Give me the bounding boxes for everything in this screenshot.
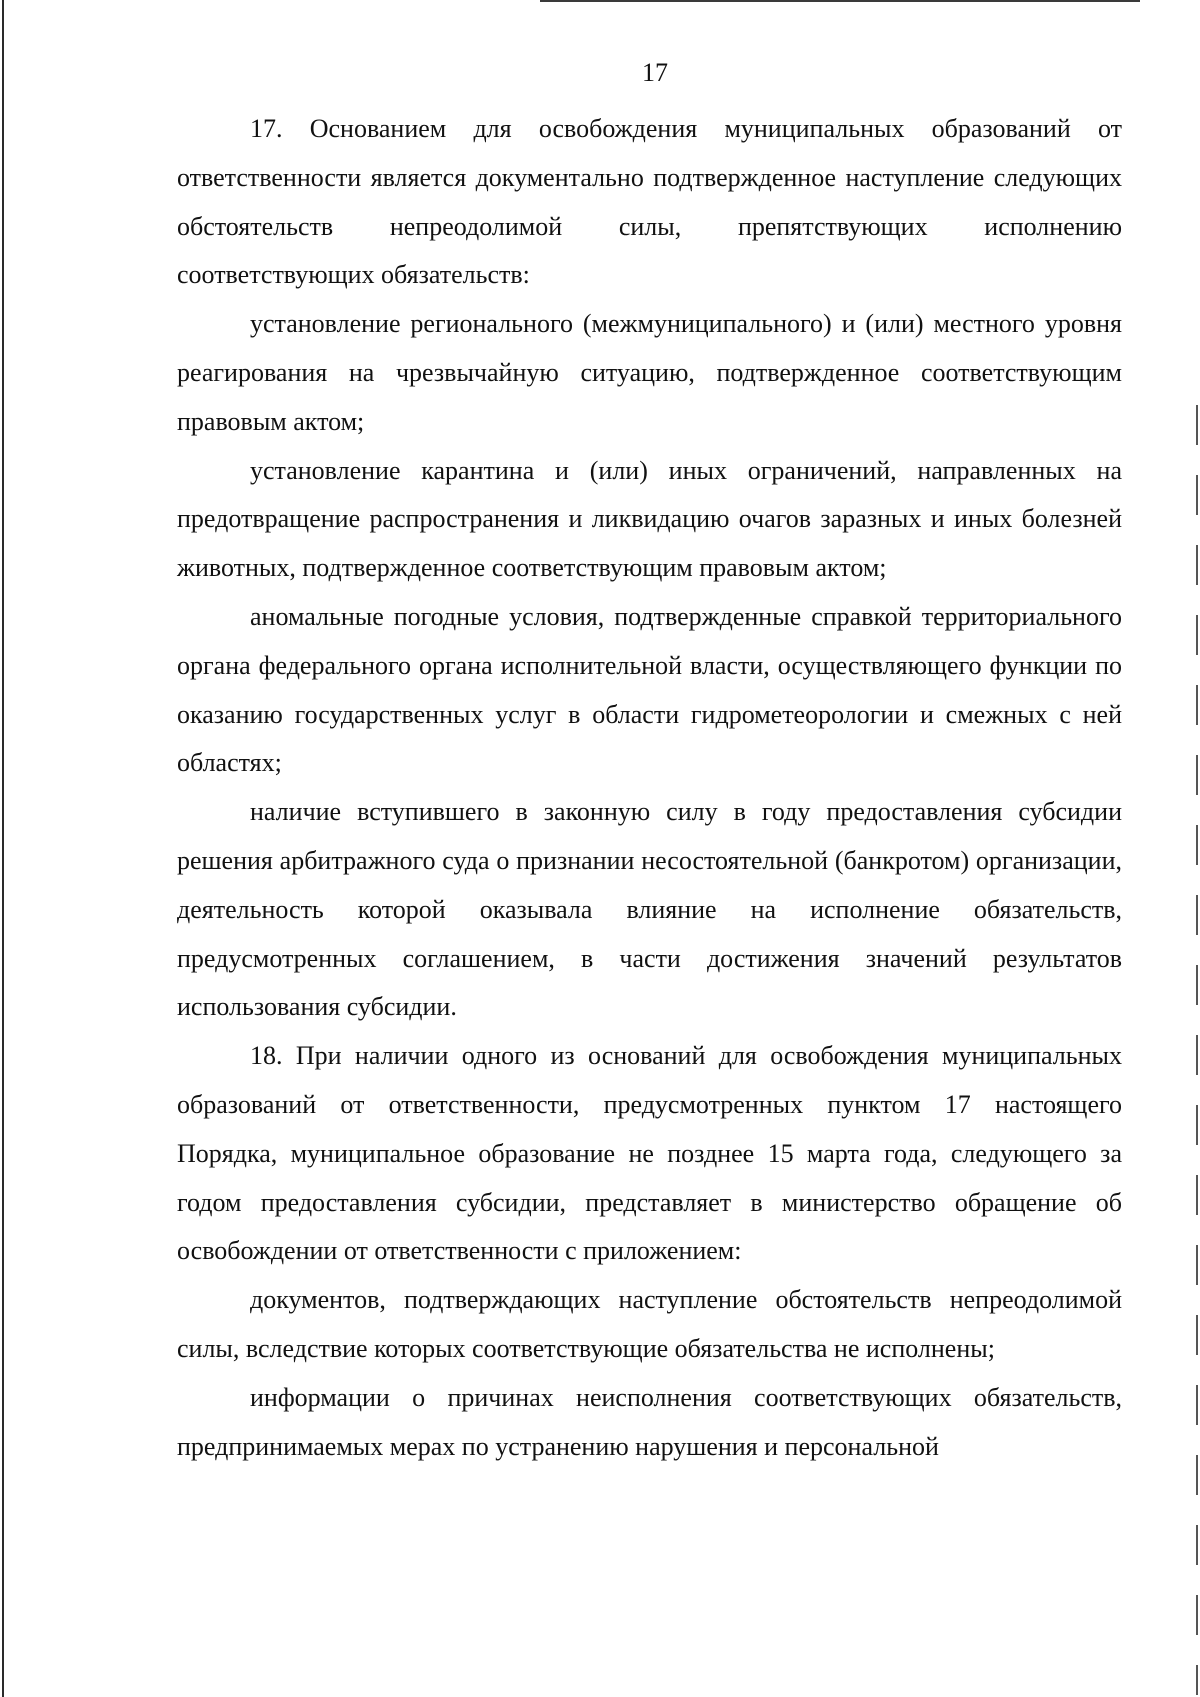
scan-edge-right bbox=[1196, 405, 1198, 1695]
paragraph-18: 18. При наличии одного из оснований для освобождения муниципальных образований от ответственности, предусмотренных пунктом 17 настоящего Порядка, муниципальное образование не позднее 15 марта года, следующего за годом предоставления субсидии, представляет в министерство обращение об освобождении от ответственности с приложением: bbox=[177, 1041, 1122, 1266]
paragraph-documents: документов, подтверждающих наступление обстоятельств непреодолимой силы, вследствие которых соответствующие обязательства не исполнены; bbox=[177, 1285, 1122, 1363]
scan-edge-top bbox=[540, 0, 1140, 2]
document-body bbox=[177, 105, 1122, 1471]
paragraph-arbitration: наличие вступившего в законную силу в году предоставления субсидии решения арбитражного суда о признании несостоятельной (банкротом) организации, деятельность которой оказывала влияние на исполнение обязательств, предусмотренных соглашением, в части достижения значений результатов использования субсидии. bbox=[177, 797, 1122, 1022]
page-number: 17 bbox=[642, 58, 668, 87]
scan-edge-left bbox=[2, 0, 4, 1697]
paragraph-regional-emergency: установление регионального (межмуниципального) и (или) местного уровня реагирования на чрезвычайную ситуацию, подтвержденное соответствующим правовым актом; bbox=[177, 309, 1122, 436]
paragraph-information: информации о причинах неисполнения соответствующих обязательств, предпринимаемых мерах по устранению нарушения и персональной bbox=[177, 1382, 1122, 1461]
paragraph-17: 17. Основанием для освобождения муниципальных образований от ответственности является документально подтвержденное наступление следующих обстоятельств непреодолимой силы, препятствующих исполнению соответствующих обязательств: bbox=[177, 114, 1122, 290]
paragraph-weather: аномальные погодные условия, подтвержденные справкой территориального органа федерального органа исполнительной власти, осуществляющего функции по оказанию государственных услуг в области гидрометеорологии и смежных с ней областях; bbox=[177, 601, 1122, 778]
paragraph-quarantine: установление карантина и (или) иных ограничений, направленных на предотвращение распространения и ликвидацию очагов заразных и иных болезней животных, подтвержденное соответствующим правовым актом; bbox=[177, 455, 1122, 583]
